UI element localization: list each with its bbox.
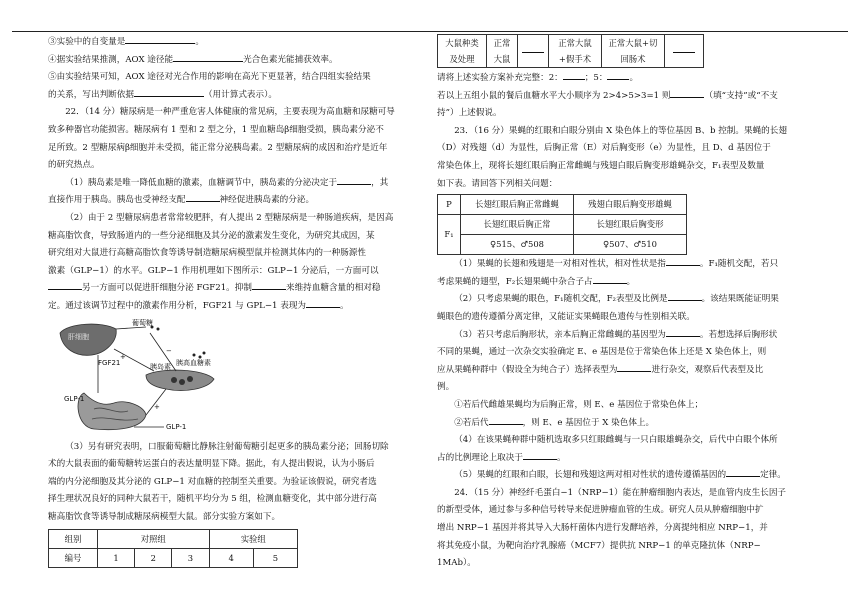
text-line: 端的内分泌细胞及其分泌的 GLP−1 对血糖的控制至关重要。为验证该假说，研究者选 bbox=[48, 476, 377, 487]
top-rule bbox=[12, 31, 848, 32]
question-22-stem: 22．（14 分）糖尿病是一种严重危害人体健康的常见病，主要表现为高血糖和尿糖可导 bbox=[65, 107, 395, 118]
label-plus: + bbox=[154, 402, 160, 411]
arrow-line bbox=[116, 327, 146, 329]
label-fgf21: FGF21 bbox=[98, 358, 121, 367]
condition-1: ①若后代雌雄果蝇均为后胸正常，则 E、e 基因位于常染色体上； bbox=[454, 399, 704, 410]
label-glp1-bottom: GLP-1 bbox=[166, 422, 187, 431]
question-23-part-2: （2）只考虑果蝇的眼色，F₁随机交配，F₂表型及比例是 。该结果既能证明果 bbox=[437, 291, 812, 309]
table-row bbox=[438, 195, 687, 215]
answer-blank[interactable] bbox=[607, 70, 629, 80]
table-cell-blank[interactable] bbox=[665, 35, 704, 68]
rat-treatment-table bbox=[437, 34, 704, 68]
paragraph: 的关系，写出判断依据 （用计算式表示）。 bbox=[48, 87, 413, 105]
answer-blank[interactable] bbox=[668, 291, 702, 301]
table-cell: 实验组 bbox=[209, 530, 297, 549]
text-line: 直接作用于胰岛。胰岛也受神经支配 神经促进胰岛素的分泌。 bbox=[48, 192, 413, 210]
text-line: 1MAb）。 bbox=[437, 558, 476, 569]
right-column bbox=[437, 34, 812, 573]
table-cell: F₁ bbox=[438, 215, 461, 255]
text-line: 如下表。请回答下列相关问题： bbox=[437, 178, 558, 189]
arrow-line bbox=[146, 389, 166, 415]
table-cell: ♀515、♂508 bbox=[461, 235, 574, 255]
label-insulin: 胰岛素 bbox=[150, 362, 171, 371]
table-row bbox=[49, 549, 298, 568]
table-cell: 正常大鼠+假手术 bbox=[549, 35, 602, 68]
glucagon-dot bbox=[203, 351, 206, 354]
question-22-part-1: （1）胰岛素是唯一降低血糖的激素，血糖调节中，胰岛素的分泌决定于 ，其 bbox=[48, 175, 413, 193]
answer-blank[interactable] bbox=[337, 175, 371, 185]
label-plus: + bbox=[120, 352, 126, 361]
text-line: 激素（GLP−1）的水平。GLP−1 作用机理如下图所示：GLP−1 分泌后，一方面可以 bbox=[48, 265, 379, 276]
answer-blank[interactable] bbox=[173, 52, 243, 62]
answer-blank[interactable] bbox=[306, 298, 340, 308]
answer-blank[interactable] bbox=[48, 280, 82, 290]
text-line: 考虑果蝇的翅型，F₂长翅果蝇中杂合子占 。 bbox=[437, 274, 812, 292]
question-23-part-4: （4）在该果蝇种群中随机选取多只红眼雌蝇与一只白眼雄蝇杂交，后代中白眼个体所 bbox=[454, 435, 778, 446]
question-22-part-3: （3）另有研究表明，口服葡萄糖比静脉注射葡萄糖引起更多的胰岛素分泌；回肠切除 bbox=[65, 441, 389, 452]
text-line: 蝇眼色的遗传遵循分离定律，又能证实果蝇眼色遗传与性别相关联。 bbox=[437, 311, 695, 322]
table-cell: 4 bbox=[209, 549, 253, 568]
question-23-part-3: （3）若只考虑后胸形状，亲本后胸正常雌蝇的基因型为 。若想选择后胸形状 bbox=[437, 327, 812, 345]
paragraph: ⑤由实验结果可知，AOX 途径对光合作用的影响在高光下更显著，结合四组实验结果 bbox=[48, 72, 371, 83]
answer-blank[interactable] bbox=[666, 327, 700, 337]
table-cell: 大鼠种类及处理 bbox=[438, 35, 487, 68]
text-line: 足所致。2 型糖尿病β细胞并未受损，能正常分泌胰岛素。2 型糖尿病的成因和治疗是近年 bbox=[48, 142, 388, 153]
label-glucose: 葡萄糖 bbox=[132, 318, 153, 327]
label-glucagon: 胰高血糖素 bbox=[176, 358, 211, 367]
text-line: 择生理状况良好的同种大鼠若干，随机平均分为 5 组，检测血糖变化，其中部分进行高 bbox=[48, 494, 377, 505]
text-line: 例。 bbox=[437, 382, 455, 393]
question-23-part-1: （1）果蝇的长翅和残翅是一对相对性状，相对性状是指 。F₁随机交配，若只 bbox=[437, 256, 812, 274]
text-line: 另一方面可以促进肝细胞分泌 FGF21。抑制 来维持血糖含量的相对稳 bbox=[48, 280, 413, 298]
answer-blank[interactable] bbox=[489, 415, 523, 425]
condition-2: ②若后代 ，则 E、e 基因位于 X 染色体上。 bbox=[437, 415, 812, 433]
text-line: 将其免疫小鼠，为靶向治疗乳腺癌（MCF7）提供抗 NRP−1 的单克隆抗体（NRP− bbox=[437, 540, 761, 551]
islet-dot bbox=[187, 376, 193, 382]
label-liver: 肝细胞 bbox=[68, 332, 89, 341]
experiment-table bbox=[48, 529, 298, 568]
table-row bbox=[49, 530, 298, 549]
paragraph: ③实验中的自变量是 。 bbox=[48, 34, 413, 52]
answer-blank[interactable] bbox=[522, 43, 544, 53]
answer-blank[interactable] bbox=[125, 34, 195, 44]
islet-dot bbox=[171, 377, 177, 383]
text-line: 持”）上述假说。 bbox=[437, 108, 502, 119]
table-cell: 1 bbox=[98, 549, 135, 568]
glucose-dot bbox=[157, 327, 160, 330]
text-line: 的研究热点。 bbox=[48, 160, 100, 171]
cross-result-table bbox=[437, 194, 687, 255]
table-cell: 对照组 bbox=[98, 530, 210, 549]
table-row bbox=[438, 235, 687, 255]
answer-blank[interactable] bbox=[523, 450, 557, 460]
answer-blank[interactable] bbox=[252, 280, 286, 290]
answer-blank[interactable] bbox=[726, 467, 760, 477]
answer-blank[interactable] bbox=[670, 88, 704, 98]
islet-dot bbox=[179, 379, 185, 385]
question-23-part-5: （5）果蝇的红眼和白眼，长翅和残翅这两对相对性状的遗传遵循基因的 定律。 bbox=[437, 467, 812, 485]
table-cell: 5 bbox=[253, 549, 297, 568]
table-cell: 残翅白眼后胸变形雄蝇 bbox=[574, 195, 687, 215]
text-line: 若以上五组小鼠的餐后血糖水平大小顺序为 2>4>5>3=1 则 （填“支持”或“不支 bbox=[437, 88, 812, 106]
paragraph: ④据实验结果推测，AOX 途径能 光合色素光能捕获效率。 bbox=[48, 52, 413, 70]
glucagon-dot bbox=[193, 353, 196, 356]
text-line: 应从果蝇种群中（假设全为纯合子）选择表型为 进行杂交，观察后代表型及比 bbox=[437, 362, 812, 380]
text-line: 研究组对大鼠进行高糖高脂饮食等诱导制造糖尿病模型鼠并检测其体内的一种肠源性 bbox=[48, 248, 366, 259]
label-minus: − bbox=[166, 346, 172, 355]
text-line: 不同的果蝇，通过一次杂交实验确定 E、e 基因是位于常染色体上还是 X 染色体上，则 bbox=[437, 347, 767, 358]
question-23-stem: 23．（16 分）果蝇的红眼和白眼分别由 X 染色体上的等位基因 B、b 控制。果蝇的长翅 bbox=[454, 125, 787, 136]
text-line: 请将上述实验方案补充完整：2： ；5： 。 bbox=[437, 70, 812, 88]
left-column bbox=[48, 34, 413, 568]
label-glp1-left: GLP-1 bbox=[64, 394, 85, 403]
table-cell: 长翅红眼后胸变形 bbox=[574, 215, 687, 235]
text-line: 占的比例理论上取决于 。 bbox=[437, 450, 812, 468]
text-line: 糖高脂饮食等诱导制成糖尿病模型大鼠。部分实验方案如下。 bbox=[48, 511, 281, 522]
table-cell: 3 bbox=[172, 549, 209, 568]
table-cell: 长翅红眼后胸正常 bbox=[461, 215, 574, 235]
question-24-stem: 24．（15 分）神经纤毛蛋白−1（NRP−1）能在肿瘤细胞内表达，是血管内皮生长因子 bbox=[454, 487, 787, 498]
answer-blank[interactable] bbox=[186, 192, 220, 202]
table-row bbox=[438, 215, 687, 235]
answer-blank[interactable] bbox=[617, 362, 651, 372]
text-line: 致多种器官功能损害。糖尿病有 1 型和 2 型之分，1 型血糖岛β细胞受损，胰岛素分泌不 bbox=[48, 124, 384, 135]
answer-blank[interactable] bbox=[134, 87, 204, 97]
text-line: 的新型受体，通过参与多种信号转导来促进肿瘤血管的生成。研究人员从肿瘤细胞中扩 bbox=[437, 505, 764, 516]
glp1-mechanism-figure bbox=[54, 319, 224, 437]
text-line: 术的大鼠表面的葡萄糖转运蛋白的表达量明显下降。据此，有人提出假说，认为小肠后 bbox=[48, 459, 375, 470]
table-cell: 编号 bbox=[49, 549, 98, 568]
answer-blank[interactable] bbox=[673, 43, 695, 53]
question-22-part-2: （2）由于 2 型糖尿病患者常常较肥胖，有人提出 2 型糖尿病是一种肠道疾病，是因高 bbox=[65, 212, 394, 223]
table-cell: 组别 bbox=[49, 530, 98, 549]
table-cell: 正常大鼠+切回肠术 bbox=[602, 35, 665, 68]
table-cell: 正常大鼠 bbox=[487, 35, 518, 68]
text-line: （D）对残翅（d）为显性，后胸正常（E）对后胸变形（e）为显性，且 D、d 基因位于 bbox=[437, 143, 771, 154]
table-cell: ♀507、♂510 bbox=[574, 235, 687, 255]
table-cell-blank[interactable] bbox=[518, 35, 549, 68]
table-cell: 长翅红眼后胸正常雌蝇 bbox=[461, 195, 574, 215]
table-cell: 2 bbox=[135, 549, 172, 568]
intestine-shape bbox=[78, 393, 146, 430]
text-line: 糖高脂饮食，导致肠道内的一些分泌细胞及其分泌的激素发生变化，为研究其成因，某 bbox=[48, 230, 375, 241]
answer-blank[interactable] bbox=[593, 274, 627, 284]
table-cell: P bbox=[438, 195, 461, 215]
answer-blank[interactable] bbox=[666, 256, 700, 266]
text-line: 定。通过该调节过程中的激素作用分析，FGF21 与 GPL−1 表现为 。 bbox=[48, 298, 413, 316]
text-line: 常染色体上，现将长翅红眼后胸正常雌蝇与残翅白眼后胸变形雄蝇杂交，F₁表型及数量 bbox=[437, 160, 765, 171]
text-line: 增出 NRP−1 基因并将其导入大肠杆菌体内进行发酵培养，分离提纯相应 NRP−1，并 bbox=[437, 523, 768, 534]
table-row bbox=[438, 35, 704, 68]
answer-blank[interactable] bbox=[563, 70, 585, 80]
